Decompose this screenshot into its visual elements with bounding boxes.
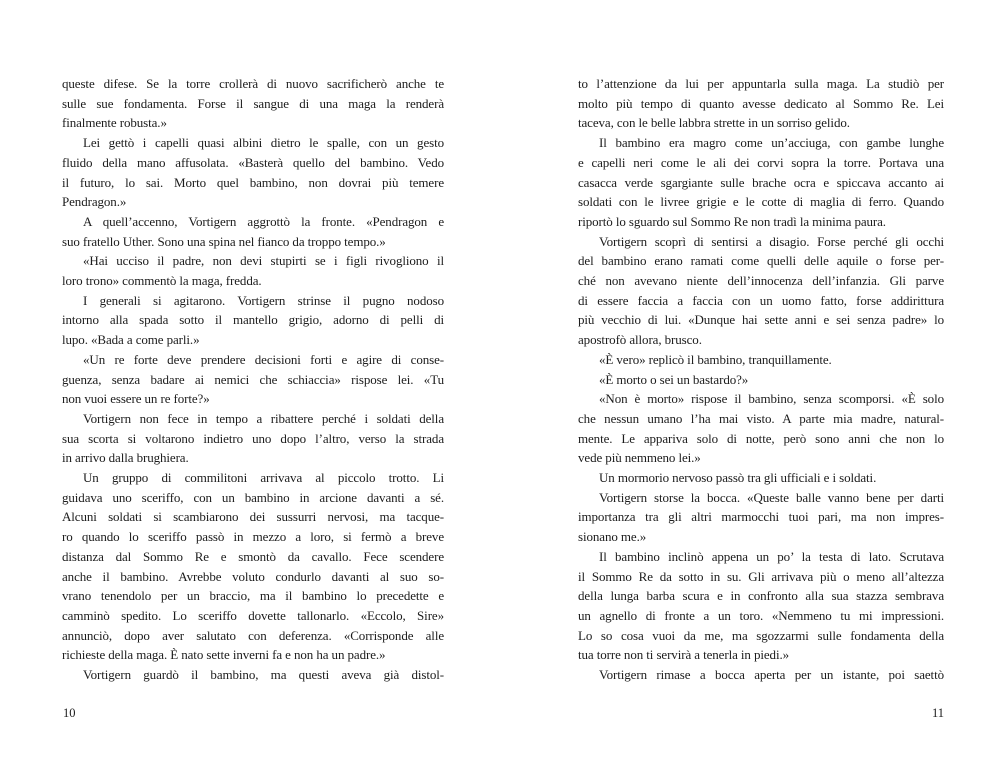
text-line: queste difese. Se la torre crollerà di nuovo sacrificherò anche te bbox=[62, 76, 444, 91]
text-line: to l’attenzione da lui per appuntarla sulla maga. La studiò per bbox=[578, 76, 944, 91]
page-right-text bbox=[578, 74, 944, 685]
text-line: riportò lo sguardo sul Sommo Re non tradì la minima paura. bbox=[578, 213, 886, 229]
text-line: loro trono» commentò la maga, fredda. bbox=[62, 273, 262, 289]
text-line: di essere faccia a faccia con un uomo fatto, forse addirittura bbox=[578, 292, 944, 308]
text-line: ro quando lo sceriffo passò in mezzo a loro, si fermò a breve bbox=[62, 529, 444, 545]
text-line: «È vero» replicò il bambino, tranquillamente. bbox=[599, 351, 832, 367]
text-line: Un mormorio nervoso passò tra gli ufficiali e i soldati. bbox=[599, 470, 877, 486]
text-line: della lunga barba scura e in confronto alla sua stazza sembrava bbox=[578, 588, 944, 604]
text-line: vrano tenendolo per un braccio, ma il bambino lo precedette e bbox=[62, 588, 444, 604]
text-line: «Un re forte deve prendere decisioni forti e agire di conse- bbox=[83, 351, 444, 367]
text-line: che nessun umano l’ha mai visto. A parte mia madre, natural- bbox=[578, 410, 944, 426]
page-left-text bbox=[62, 74, 444, 685]
text-line: un agnello di fronte a un toro. «Nemmeno tu mi impressioni. bbox=[578, 607, 944, 623]
page-right bbox=[500, 0, 1000, 768]
text-line: Pendragon.» bbox=[62, 194, 127, 210]
text-line: Lo so cosa vuoi da me, ma sgozzarmi sulle fondamenta della bbox=[578, 627, 944, 643]
text-line: il futuro, lo sai. Morto quel bambino, non dovrai più temere bbox=[62, 174, 444, 190]
page-number-left: 10 bbox=[63, 706, 76, 720]
text-line: Vortigern storse la bocca. «Queste balle vanno bene per darti bbox=[599, 489, 944, 505]
text-line: e capelli neri come le ali dei corvi sopra la torre. Portava una bbox=[578, 154, 944, 170]
text-line: taceva, con le belle labbra strette in un sorriso gelido. bbox=[578, 115, 850, 131]
text-line: Vortigern scoprì di sentirsi a disagio. Forse perché gli occhi bbox=[599, 233, 944, 249]
text-line: importanza tra gli altri marmocchi tuoi pari, ma non impres- bbox=[578, 509, 944, 525]
text-line: Lei gettò i capelli quasi albini dietro le spalle, con un gesto bbox=[83, 135, 444, 151]
text-line: Vortigern rimase a bocca aperta per un istante, poi saettò bbox=[599, 667, 944, 683]
text-line: guenza, senza badare ai nemici che schiaccia» rispose lei. «Tu bbox=[62, 371, 444, 387]
text-line: anche il bambino. Avrebbe voluto condurlo davanti al suo so- bbox=[62, 568, 444, 584]
text-line: annunciò, dopo aver salutato con deferenza. «Corrisponde alle bbox=[62, 627, 444, 643]
text-line: Un gruppo di commilitoni arrivava al piccolo trotto. Li bbox=[83, 470, 444, 486]
text-line: non vuoi essere un re forte?» bbox=[62, 391, 210, 407]
text-line: apostrofò allora, brusco. bbox=[578, 332, 702, 348]
text-line: «Hai ucciso il padre, non devi stupirti se i figli rivogliono il bbox=[83, 253, 444, 269]
text-line: sua scorta si voltarono indietro uno dopo l’altro, verso la strada bbox=[62, 430, 444, 446]
text-line: ché non avevano niente dell’innocenza dell’infanzia. Gli parve bbox=[578, 273, 944, 289]
text-line: «Non è morto» rispose il bambino, senza scomporsi. «È solo bbox=[599, 391, 944, 407]
text-line: Il bambino inclinò appena un po’ la testa di lato. Scrutava bbox=[599, 548, 944, 564]
text-line: distanza dal Sommo Re e smontò da cavallo. Fece scendere bbox=[62, 548, 444, 564]
text-line: camminò spedito. Lo sceriffo dovette tallonarlo. «Eccolo, Sire» bbox=[62, 607, 444, 623]
text-line: più vecchio di lui. «Dunque hai sette anni e sei senza padre» lo bbox=[578, 312, 944, 328]
text-line: richieste della maga. È nato sette inverni fa e non ha un padre.» bbox=[62, 647, 386, 663]
page-number-right: 11 bbox=[931, 706, 944, 720]
text-line: Vortigern guardò il bambino, ma questi aveva già distol- bbox=[83, 667, 444, 683]
text-line: mente. Le appariva solo di notte, però sono anni che non lo bbox=[578, 430, 944, 446]
text-line: Alcuni soldati si scambiarono dei sussurri nervosi, ma tacque- bbox=[62, 509, 444, 525]
text-line: A quell’accenno, Vortigern aggrottò la fronte. «Pendragon e bbox=[83, 213, 444, 229]
text-line: sulle sue fondamenta. Forse il sangue di una maga la renderà bbox=[62, 95, 444, 111]
text-line: sionano me.» bbox=[578, 529, 647, 545]
text-line: finalmente robusta.» bbox=[62, 115, 167, 131]
text-line: intorno alla spada sotto il mantello grigio, adorno di pelli di bbox=[62, 312, 444, 328]
text-line: casacca verde sgargiante sulle brache ocra e spiccava accanto ai bbox=[578, 174, 944, 190]
text-line: guidava uno sceriffo, con un bambino in arcione davanti a sé. bbox=[62, 489, 444, 505]
text-line: fluido della mano affusolata. «Basterà quello del bambino. Vedo bbox=[62, 154, 444, 170]
text-line: del bambino erano ramati come quelli delle aquile o forse per- bbox=[578, 253, 944, 269]
text-line: «È morto o sei un bastardo?» bbox=[599, 371, 749, 387]
text-line: Vortigern non fece in tempo a ribattere perché i soldati della bbox=[83, 410, 444, 426]
text-line: vede più nemmeno lei.» bbox=[578, 450, 701, 466]
text-line: lupo. «Bada a come parli.» bbox=[62, 332, 200, 348]
text-line: in arrivo dalla brughiera. bbox=[62, 450, 189, 466]
text-line: suo fratello Uther. Sono una spina nel fianco da troppo tempo.» bbox=[62, 233, 386, 249]
text-line: il Sommo Re da sotto in su. Gli arrivava più o meno all’altezza bbox=[578, 568, 944, 584]
text-line: I generali si agitarono. Vortigern strinse il pugno nodoso bbox=[83, 292, 444, 308]
text-line: soldati con le livree grigie e le cotte di maglia di ferro. Quando bbox=[578, 194, 944, 210]
text-line: tua torre non ti servirà a tenerla in piedi.» bbox=[578, 647, 790, 663]
text-line: molto più tempo di quanto avesse dedicato al Sommo Re. Lei bbox=[578, 95, 944, 111]
text-line: Il bambino era magro come un’acciuga, con gambe lunghe bbox=[599, 135, 944, 151]
